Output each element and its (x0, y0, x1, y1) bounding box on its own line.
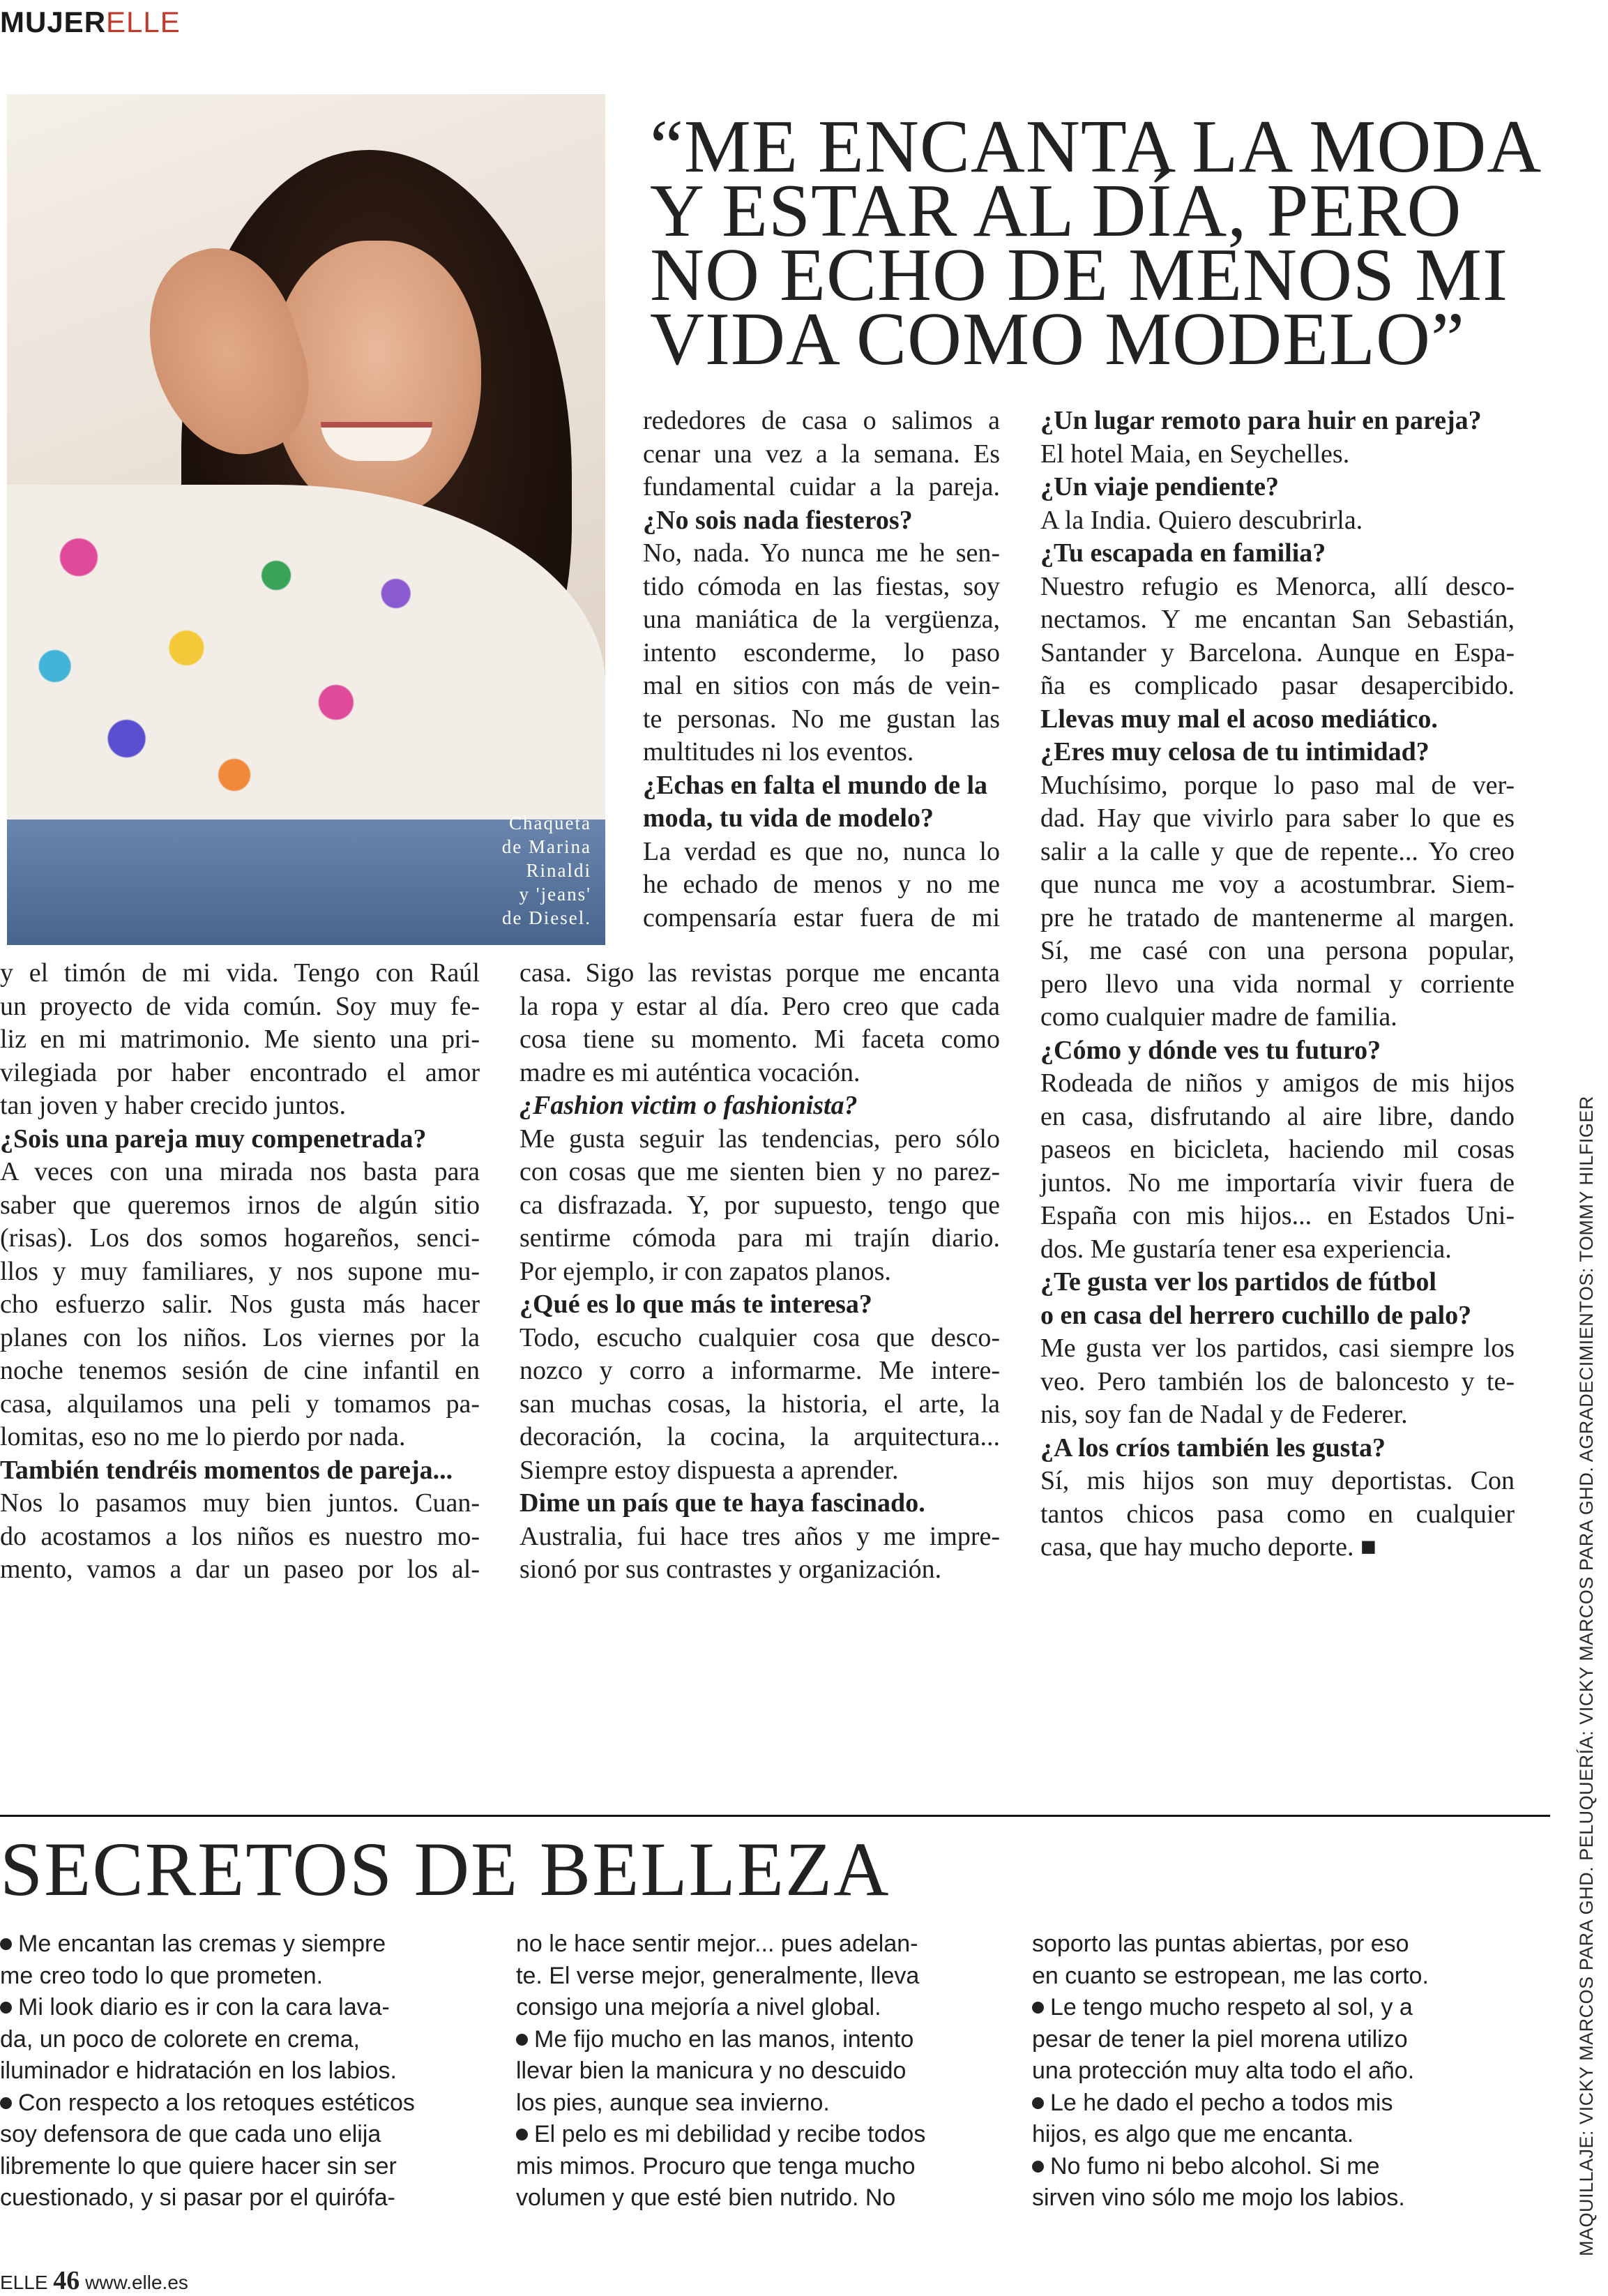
body-line: cosa tiene su momento. Mi faceta como (519, 1025, 1000, 1054)
beauty-tip-start (1032, 1992, 1534, 2024)
body-line: fundamental cuidar a la pareja. (643, 472, 1000, 501)
body-line: Muchísimo, porque lo paso mal de ver- (1040, 770, 1515, 800)
tip-text: Le tengo mucho respeto al sol, y a (1050, 1994, 1413, 2021)
body-line: Nuestro refugio es Menorca, allí desco- (1040, 571, 1515, 601)
question-line: ¿Qué es lo que más te interesa? (519, 1290, 872, 1319)
beauty-tip-line (516, 2151, 1004, 2183)
portrait-photo (7, 94, 605, 945)
beauty-tip-start (1032, 2087, 1534, 2120)
bullet-icon (1032, 2097, 1044, 2109)
body-line: tido cómoda en las fiestas, soy (643, 571, 1000, 601)
beauty-tip-line (0, 2055, 488, 2087)
body-line: dos. Me gustaría tener esa experiencia. (1040, 1234, 1452, 1264)
secrets-title: SECRETOS DE BELLEZA (0, 1827, 890, 1912)
beauty-tip-start (516, 2119, 1004, 2151)
brand-main: MUJER (0, 6, 107, 38)
beauty-tip-start (0, 1992, 488, 2024)
body-line: tan joven y haber crecido juntos. (0, 1091, 346, 1120)
body-line: A veces con una mirada nos basta para (0, 1157, 480, 1186)
beauty-tip-start (0, 2087, 488, 2120)
beauty-tip-line (516, 2087, 1004, 2120)
photo-caption (502, 811, 591, 930)
secrets-column-1 (0, 1928, 488, 2214)
beauty-tip-line (516, 2182, 1004, 2214)
body-line: España con mis hijos... en Estados Uni- (1040, 1201, 1515, 1230)
body-line: pero llevo una vida normal y corriente (1040, 969, 1515, 999)
section-divider (0, 1815, 1550, 1817)
body-line: nis, soy fan de Nadal y de Federer. (1040, 1400, 1408, 1429)
body-line: Sí, me casé con una persona popular, (1040, 936, 1515, 965)
article-column-1 (0, 957, 480, 1587)
body-line: nectamos. Y me encantan San Sebastián, (1040, 605, 1515, 634)
beauty-tip-line (1032, 2182, 1534, 2214)
caption-line: Chaqueta (509, 813, 591, 833)
tip-text: mis mimos. Procuro que tenga mucho (516, 2152, 916, 2180)
beauty-tip-line (516, 1928, 1004, 1961)
body-line: una maniática de la vergüenza, (643, 605, 1000, 634)
body-line: que nunca me voy a acostumbrar. Siem- (1040, 870, 1515, 899)
question-line: También tendréis momentos de pareja... (0, 1455, 453, 1485)
question-line: ¿Echas en falta el mundo de la (643, 770, 988, 800)
question-line: ¿Un viaje pendiente? (1040, 472, 1279, 501)
body-line: do acostamos a los niños es nuestro mo- (0, 1521, 480, 1551)
article-column-2-top (643, 405, 1000, 935)
body-line: Me gusta seguir las tendencias, pero sólo (519, 1124, 1000, 1154)
body-line: (risas). Los dos somos hogareños, senci- (0, 1223, 480, 1253)
body-line: Australia, fui hace tres años y me impre- (519, 1521, 1000, 1551)
beauty-tip-start (516, 2024, 1004, 2056)
brand-accent: ELLE (106, 6, 181, 38)
tip-text: llevar bien la manicura y no descuido (516, 2057, 907, 2084)
question-line: ¿Sois una pareja muy compenetrada? (0, 1124, 427, 1154)
bullet-icon (0, 2097, 12, 2109)
caption-line: de Diesel. (502, 907, 591, 928)
body-line: A la India. Quiero descubrirla. (1040, 505, 1363, 535)
photo-credits: MAQUILLAJE: VICKY MARCOS PARA GHD. PELUQUERÍA: VICKY MARCOS PARA GHD. AGRADECIMIENTOS: TOMMY HILFIGER (1576, 1096, 1597, 2256)
body-line: te personas. No me gustan las (643, 704, 1000, 734)
secrets-column-2 (516, 1928, 1004, 2214)
page-number: 46 (53, 2266, 80, 2295)
tip-text: soporto las puntas abiertas, por eso (1032, 1931, 1409, 1957)
body-line: llos y muy familiares, y nos supone mu- (0, 1256, 480, 1286)
pull-quote-line: Y ESTAR AL DÍA, PERO (650, 169, 1462, 252)
body-line: multitudes ni los eventos. (643, 737, 914, 766)
magazine-section-header (0, 6, 181, 39)
secrets-column-3 (1032, 1928, 1534, 2214)
body-line: Todo, escucho cualquier cosa que desco- (519, 1322, 1000, 1352)
question-line: ¿Te gusta ver los partidos de fútbol (1040, 1267, 1436, 1297)
tip-text: da, un poco de colorete en crema, (0, 2025, 360, 2053)
body-line: La verdad es que no, nunca lo (643, 836, 1000, 866)
tip-text: Mi look diario es ir con la cara lava- (18, 1994, 390, 2021)
body-line: nozco y corro a informarme. Me intere- (519, 1356, 1000, 1385)
bullet-icon (516, 2034, 528, 2046)
body-line: compensaría estar fuera de mi (643, 902, 1000, 932)
body-line: pre he tratado de mantenerme al margen. (1040, 902, 1515, 932)
beauty-tip-line (0, 1961, 488, 1993)
body-line: salir a la calle y que de repente... Yo creo (1040, 836, 1515, 866)
body-line: dad. Hay que vivirlo para saber lo que es (1040, 803, 1515, 833)
beauty-tip-line (1032, 1961, 1534, 1993)
beauty-tip-line (0, 2182, 488, 2214)
body-line: con cosas que me sienten bien y no parez- (519, 1157, 1000, 1186)
article-column-2-bottom (519, 957, 1000, 1587)
tip-text: Le he dado el pecho a todos mis (1050, 2089, 1393, 2116)
body-line: veo. Pero también los de baloncesto y te- (1040, 1366, 1515, 1396)
body-line: san muchas cosas, la historia, el arte, la (519, 1389, 1000, 1419)
body-line: Por ejemplo, ir con zapatos planos. (519, 1256, 891, 1286)
body-line: noche tenemos sesión de cine infantil en (0, 1356, 480, 1385)
body-line: como cualquier madre de familia. (1040, 1002, 1397, 1032)
tip-text: me creo todo lo que prometen. (0, 1962, 324, 1989)
body-line: Sí, mis hijos son muy deportistas. Con (1040, 1466, 1515, 1495)
body-line: mento, vamos a dar un paseo por los al- (0, 1555, 480, 1584)
body-line: saber que queremos irnos de algún sitio (0, 1190, 480, 1220)
beauty-tip-line (0, 2119, 488, 2151)
body-line: intento esconderme, lo paso (643, 637, 1000, 667)
beauty-tip-line (0, 2024, 488, 2056)
bullet-icon (1032, 2002, 1044, 2014)
tip-text: Con respecto a los retoques estéticos (18, 2089, 415, 2116)
body-line: planes con los niños. Los viernes por la (0, 1322, 480, 1352)
beauty-tip-line (1032, 1928, 1534, 1961)
body-line: Siempre estoy dispuesta a aprender. (519, 1455, 899, 1485)
body-line: cho esfuerzo salir. Nos gusta más hacer (0, 1290, 480, 1319)
bullet-icon (0, 2002, 12, 2014)
beauty-tip-line (516, 1992, 1004, 2024)
body-line: rededores de casa o salimos a (643, 406, 1000, 435)
beauty-tip-line (0, 2151, 488, 2183)
tip-text: cuestionado, y si pasar por el quirófa- (0, 2184, 395, 2211)
bullet-icon (0, 1938, 12, 1950)
beauty-tip-line (1032, 2119, 1534, 2151)
beauty-tip-line (1032, 2024, 1534, 2056)
tip-text: El pelo es mi debilidad y recibe todos (534, 2121, 926, 2147)
body-line: lomitas, eso no me lo pierdo por nada. (0, 1422, 406, 1451)
question-line: ¿Eres muy celosa de tu intimidad? (1040, 737, 1429, 766)
tip-text: soy defensora de que cada uno elija (0, 2121, 381, 2147)
body-line: un proyecto de vida común. Soy muy fe- (0, 991, 480, 1021)
question-line: moda, tu vida de modelo? (643, 803, 934, 833)
article-column-3 (1040, 405, 1515, 1564)
question-line: ¿Fashion victim o fashionista? (519, 1091, 858, 1120)
beauty-tip-line (516, 2055, 1004, 2087)
body-line: Rodeada de niños y amigos de mis hijos (1040, 1068, 1515, 1098)
body-line: vilegiada por haber encontrado el amor (0, 1057, 480, 1087)
beauty-tip-start (1032, 2151, 1534, 2183)
tip-text: los pies, aunque sea invierno. (516, 2089, 830, 2116)
tip-text: te. El verse mejor, generalmente, lleva (516, 1962, 920, 1989)
body-line: sentirme cómoda para mi trajín diario. (519, 1223, 1000, 1253)
beauty-tip-line (1032, 2055, 1534, 2087)
pull-quote-line: “ME ENCANTA LA MODA (650, 105, 1542, 188)
body-line: liz en mi matrimonio. Me siento una pri- (0, 1025, 480, 1054)
caption-line: y 'jeans' (519, 884, 591, 905)
body-line: decoración, la cocina, la arquitectura... (519, 1422, 1000, 1451)
bullet-icon (1032, 2161, 1044, 2173)
beauty-tip-line (516, 1961, 1004, 1993)
pull-quote-line: VIDA COMO MODELO” (650, 298, 1465, 381)
body-line: paseos en bicicleta, haciendo mil cosas (1040, 1135, 1515, 1164)
footer-magazine: ELLE (0, 2272, 48, 2293)
footer-url: www.elle.es (85, 2272, 188, 2293)
body-line: juntos. No me importaría vivir fuera de (1040, 1168, 1515, 1198)
caption-line: de Marina (501, 836, 591, 857)
tip-text: libremente lo que quiere hacer sin ser (0, 2152, 397, 2180)
question-line: Llevas muy mal el acoso mediático. (1040, 704, 1438, 734)
tip-text: pesar de tener la piel morena utilizo (1032, 2025, 1408, 2053)
body-line: ña es complicado pasar desapercibido. (1040, 671, 1515, 700)
body-line: madre es mi auténtica vocación. (519, 1057, 860, 1087)
question-line: ¿Tu escapada en familia? (1040, 538, 1326, 568)
page-footer (0, 2265, 188, 2296)
body-line: sionó por sus contrastes y organización. (519, 1555, 942, 1584)
tip-text: Me encantan las cremas y siempre (18, 1931, 386, 1957)
question-line: ¿Cómo y dónde ves tu futuro? (1040, 1035, 1381, 1065)
tip-text: Me fijo mucho en las manos, intento (534, 2025, 914, 2053)
body-line: y el timón de mi vida. Tengo con Raúl (0, 958, 480, 988)
tip-text: sirven vino sólo me mojo los labios. (1032, 2184, 1405, 2211)
tip-text: volumen y que esté bien nutrido. No (516, 2184, 896, 2211)
tip-text: No fumo ni bebo alcohol. Si me (1050, 2152, 1380, 2180)
question-line: ¿Un lugar remoto para huir en pareja? (1040, 406, 1482, 435)
tip-text: hijos, es algo que me encanta. (1032, 2121, 1354, 2147)
pull-quote-line: NO ECHO DE MENOS MI (650, 234, 1508, 317)
tip-text: no le hace sentir mejor... pues adelan- (516, 1931, 918, 1957)
body-line: Nos lo pasamos muy bien juntos. Cuan- (0, 1488, 480, 1518)
tip-text: consigo una mejoría a nivel global. (516, 1994, 881, 2021)
body-line: la ropa y estar al día. Pero creo que cada (519, 991, 1000, 1021)
question-line: Dime un país que te haya fascinado. (519, 1488, 925, 1518)
body-line: casa. Sigo las revistas porque me encanta (519, 958, 1000, 988)
body-line: El hotel Maia, en Seychelles. (1040, 439, 1350, 469)
question-line: ¿No sois nada fiesteros? (643, 505, 913, 535)
tip-text: una protección muy alta todo el año. (1032, 2057, 1415, 2084)
tip-text: iluminador e hidratación en los labios. (0, 2057, 397, 2084)
pull-quote (650, 105, 1556, 381)
beauty-tip-start (0, 1928, 488, 1961)
body-line: Me gusta ver los partidos, casi siempre los (1040, 1334, 1515, 1363)
body-line: casa, alquilamos una peli y tomamos pa- (0, 1389, 480, 1419)
body-line: he echado de menos y no me (643, 870, 1000, 899)
body-line: ca disfrazada. Y, por supuesto, tengo que (519, 1190, 1000, 1220)
body-line: en casa, disfrutando al aire libre, dando (1040, 1101, 1515, 1131)
body-line: No, nada. Yo nunca me he sen- (643, 538, 1000, 568)
question-line: ¿A los críos también les gusta? (1040, 1433, 1386, 1463)
caption-line: Rinaldi (526, 860, 591, 881)
body-line: cenar una vez a la semana. Es (643, 439, 1000, 469)
body-line: tantos chicos pasa como en cualquier (1040, 1499, 1515, 1529)
body-line: casa, que hay mucho deporte. ■ (1040, 1532, 1376, 1562)
tip-text: en cuanto se estropean, me las corto. (1032, 1962, 1429, 1989)
question-line: o en casa del herrero cuchillo de palo? (1040, 1300, 1472, 1330)
body-line: mal en sitios con más de vein- (643, 671, 1000, 700)
body-line: Santander y Barcelona. Aunque en Espa- (1040, 637, 1515, 667)
bullet-icon (516, 2129, 528, 2140)
